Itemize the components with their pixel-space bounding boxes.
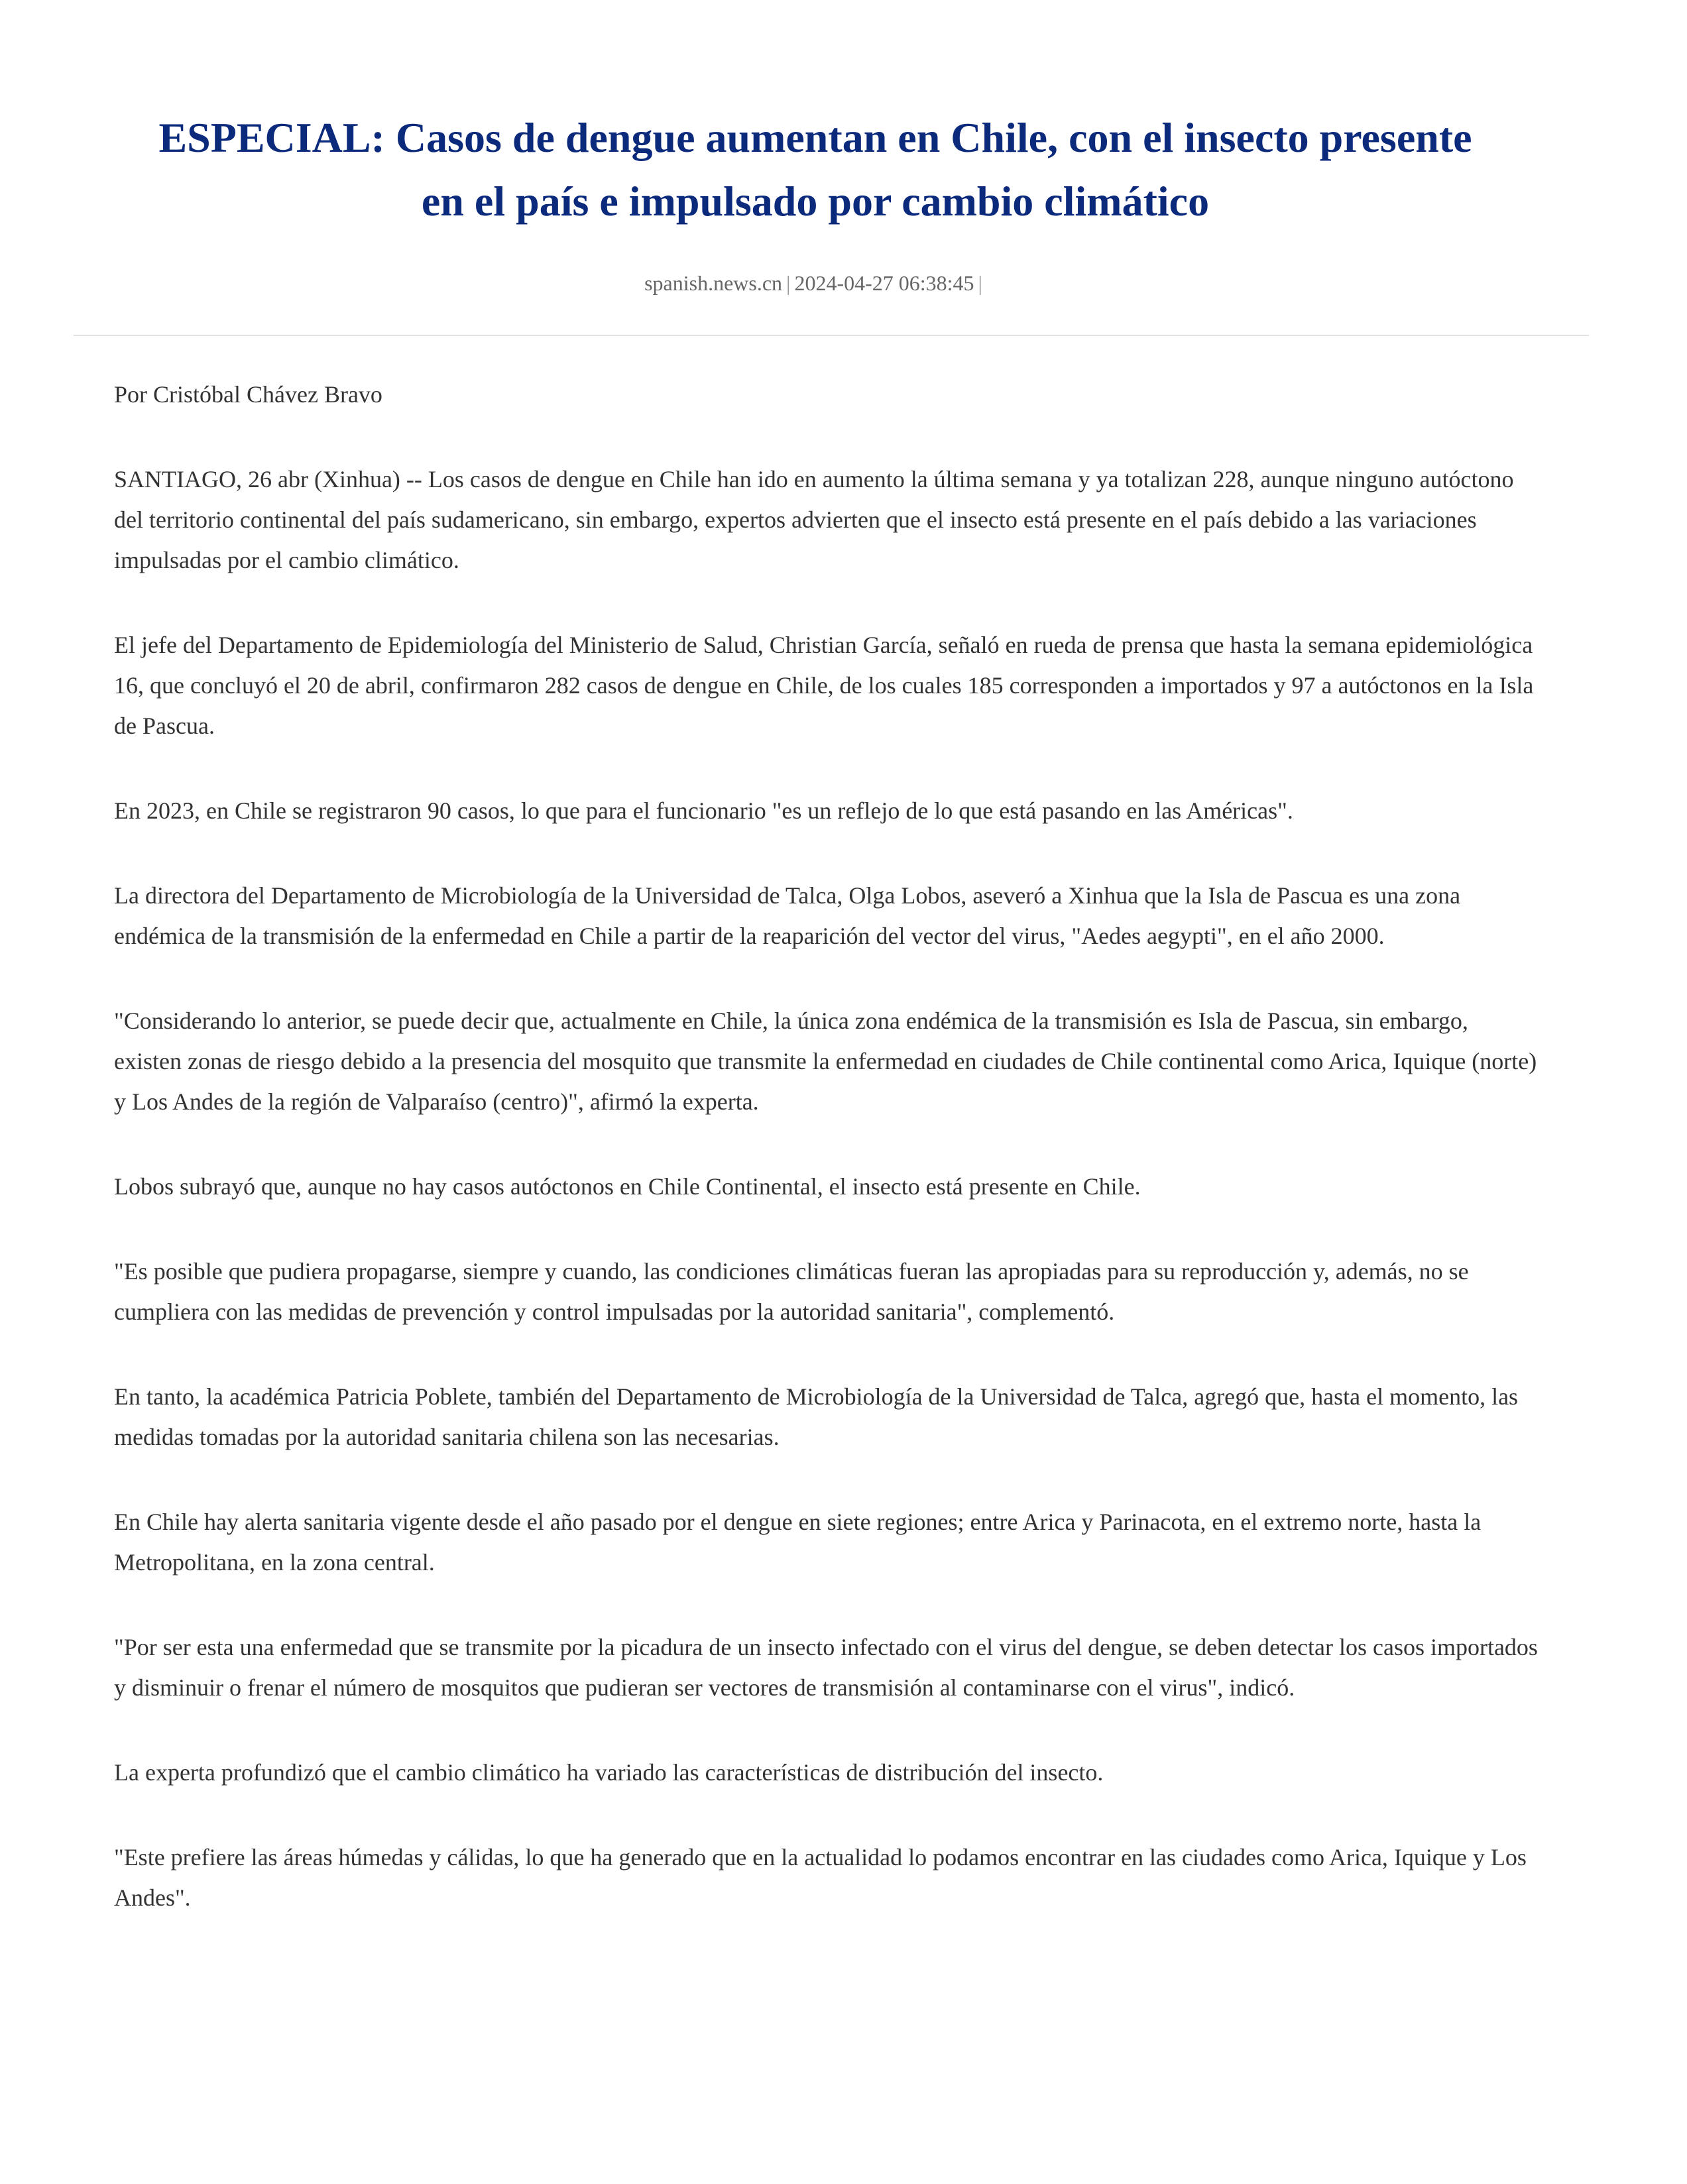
article-body [114,374,1539,1963]
source-label: spanish.news.cn [644,271,783,295]
headline-line-1: ESPECIAL: Casos de dengue aumentan en Chile, con el insecto presente [158,114,1472,161]
publish-datetime: 2024-04-27 06:38:45 [794,271,974,295]
article-paragraph: "Considerando lo anterior, se puede decir que, actualmente en Chile, la única zona endémica de la transmisión es Isla de Pascua, sin embargo, existen zonas de riesgo debido a la presencia del mosquito que transmite la enfermedad en ciudades de Chile continental como Arica, Iquique (norte) y Los Andes de la región de Valparaíso (centro)", afirmó la experta. [114,1007,1537,1115]
article-byline: Por Cristóbal Chávez Bravo [114,381,382,408]
article-paragraph: En Chile hay alerta sanitaria vigente desde el año pasado por el dengue en siete regiones; entre Arica y Parinacota, en el extremo norte, hasta la Metropolitana, en la zona central. [114,1509,1482,1576]
article-paragraph: En tanto, la académica Patricia Poblete, también del Departamento de Microbiología de la Universidad de Talca, agregó que, hasta el momento, las medidas tomadas por la autoridad sanitaria chilena son las necesarias. [114,1383,1519,1450]
article-paragraph: El jefe del Departamento de Epidemiología del Ministerio de Salud, Christian García, señaló en rueda de prensa que hasta la semana epidemiológica 16, que concluyó el 20 de abril, confirmaron 282 casos de dengue en Chile, de los cuales 185 corresponden a importados y 97 a autóctonos en la Isla de Pascua. [114,632,1534,739]
headline-line-2: en el país e impulsado por cambio climático [421,178,1210,225]
meta-separator: | [786,271,791,295]
article-paragraph: En 2023, en Chile se registraron 90 casos, lo que para el funcionario "es un reflejo de lo que está pasando en las Américas". [114,797,1293,824]
article-headline [99,106,1531,233]
article-paragraph: "Por ser esta una enfermedad que se transmite por la picadura de un insecto infectado con el virus del dengue, se deben detectar los casos importados y disminuir o frenar el número de mosquitos que pudieran ser vectores de transmisión al contaminarse con el virus", indicó. [114,1634,1538,1701]
meta-separator: | [978,271,982,295]
header-divider [74,335,1589,336]
article-paragraph: SANTIAGO, 26 abr (Xinhua) -- Los casos de dengue en Chile han ido en aumento la última semana y ya totalizan 228, aunque ninguno autóctono del territorio continental del país sudamericano, sin embargo, expertos advierten que el insecto está presente en el país debido a las variaciones impulsadas por el cambio climático. [114,466,1514,573]
article-paragraph: Lobos subrayó que, aunque no hay casos autóctonos en Chile Continental, el insecto está presente en Chile. [114,1173,1141,1200]
article-meta [99,266,1531,300]
article-paragraph: La directora del Departamento de Microbiología de la Universidad de Talca, Olga Lobos, aseveró a Xinhua que la Isla de Pascua es una zona endémica de la transmisión de la enfermedad en Chile a partir de la reaparición del vector del virus, "Aedes aegypti", en el año 2000. [114,882,1461,949]
article-paragraph: "Este prefiere las áreas húmedas y cálidas, lo que ha generado que en la actualidad lo podamos encontrar en las ciudades como Arica, Iquique y Los Andes". [114,1844,1527,1911]
article-paragraph: "Es posible que pudiera propagarse, siempre y cuando, las condiciones climáticas fueran las apropiadas para su reproducción y, además, no se cumpliera con las medidas de prevención y control impulsadas por la autoridad sanitaria", complementó. [114,1258,1469,1325]
article-paragraph: La experta profundizó que el cambio climático ha variado las características de distribución del insecto. [114,1759,1104,1786]
